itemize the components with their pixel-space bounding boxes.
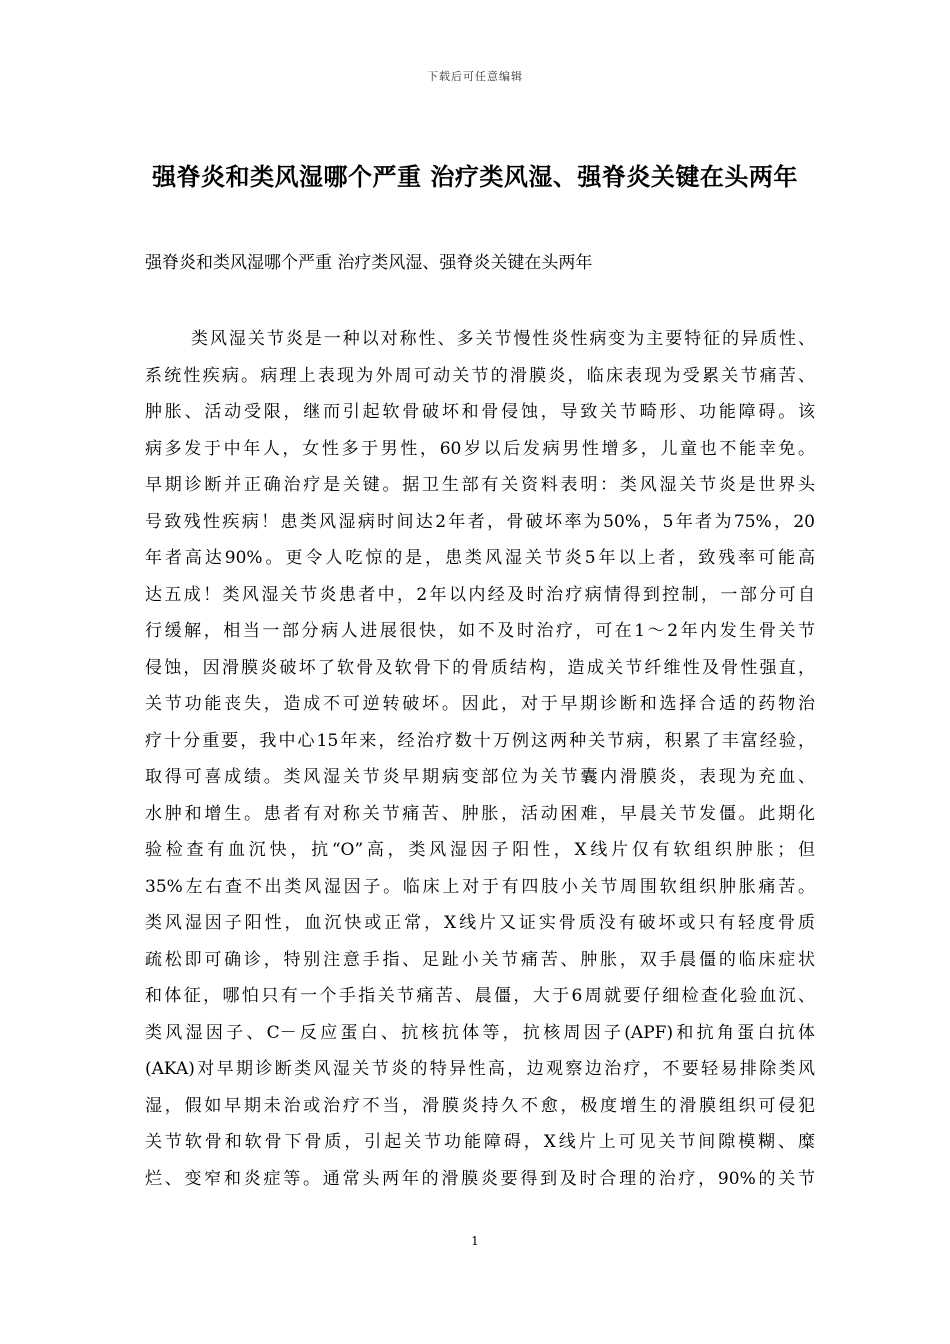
body-line: 湿，假如早期未治或治疗不当，滑膜炎持久不愈，极度增生的滑膜组织可侵犯 — [145, 1095, 815, 1116]
body-line: 侵蚀，因滑膜炎破坏了软骨及软骨下的骨质结构，造成关节纤维性及骨性强直， — [145, 657, 815, 678]
body-line: 年者高达90%。更令人吃惊的是，患类风湿关节炎5年以上者，致残率可能高 — [145, 548, 815, 568]
body-line: 早期诊断并正确治疗是关键。据卫生部有关资料表明：类风湿关节炎是世界头 — [145, 475, 815, 495]
body-line: 取得可喜成绩。类风湿关节炎早期病变部位为关节囊内滑膜炎，表现为充血、 — [145, 767, 815, 787]
body-line: 行缓解，相当一部分病人进展很快，如不及时治疗，可在1～2年内发生骨关节 — [145, 621, 815, 641]
body-line: 号致残性疾病！患类风湿病时间达2年者，骨破坏率为50%，5年者为75%，20 — [145, 511, 815, 532]
document-title: 强脊炎和类风湿哪个严重 治疗类风湿、强脊炎关键在头两年 — [152, 163, 798, 191]
body-line: 疗十分重要，我中心15年来，经治疗数十万例这两种关节病，积累了丰富经验， — [145, 730, 815, 751]
body-line: 关节功能丧失，造成不可逆转破坏。因此，对于早期诊断和选择合适的药物治 — [145, 694, 815, 714]
body-line: 肿胀、活动受限，继而引起软骨破坏和骨侵蚀，导致关节畸形、功能障碍。该 — [145, 402, 815, 422]
page-number: 1 — [471, 1234, 479, 1248]
body-line: 烂、变窄和炎症等。通常头两年的滑膜炎要得到及时合理的治疗，90%的关节 — [145, 1168, 815, 1189]
body-line: 系统性疾病。病理上表现为外周可动关节的滑膜炎，临床表现为受累关节痛苦、 — [145, 365, 815, 386]
body-line: 和体征，哪怕只有一个手指关节痛苦、晨僵，大于6周就要仔细检查化验血沉、 — [145, 986, 815, 1006]
body-line: 类风湿关节炎是一种以对称性、多关节慢性炎性病变为主要特征的异质性、 — [191, 329, 815, 349]
document-subtitle: 强脊炎和类风湿哪个严重 治疗类风湿、强脊炎关键在头两年 — [145, 253, 593, 273]
body-line: 关节软骨和软骨下骨质，引起关节功能障碍，X线片上可见关节间隙模糊、糜 — [145, 1132, 815, 1152]
body-line: 35%左右查不出类风湿因子。临床上对于有四肢小关节周围软组织肿胀痛苦。 — [145, 876, 815, 897]
body-line: 类风湿因子、C－反应蛋白、抗核抗体等，抗核周因子(APF)和抗角蛋白抗体 — [145, 1022, 815, 1043]
header-note: 下载后可任意编辑 — [427, 70, 523, 83]
body-line: 达五成！类风湿关节炎患者中，2年以内经及时治疗病情得到控制，一部分可自 — [145, 584, 815, 605]
body-line: 类风湿因子阳性，血沉快或正常，X线片又证实骨质没有破坏或只有轻度骨质 — [145, 913, 815, 933]
body-paragraph — [145, 321, 815, 1197]
body-line: 病多发于中年人，女性多于男性，60岁以后发病男性增多，儿童也不能幸免。 — [145, 438, 815, 459]
body-line: (AKA)对早期诊断类风湿关节炎的特异性高，边观察边治疗，不要轻易排除类风 — [145, 1059, 815, 1079]
body-line: 水肿和增生。患者有对称关节痛苦、肿胀，活动困难，早晨关节发僵。此期化 — [145, 803, 815, 824]
body-line: 疏松即可确诊，特别注意手指、足趾小关节痛苦、肿胀，双手晨僵的临床症状 — [145, 949, 815, 970]
body-line: 验检查有血沉快，抗“O”高，类风湿因子阳性，X线片仅有软组织肿胀；但 — [145, 840, 815, 860]
